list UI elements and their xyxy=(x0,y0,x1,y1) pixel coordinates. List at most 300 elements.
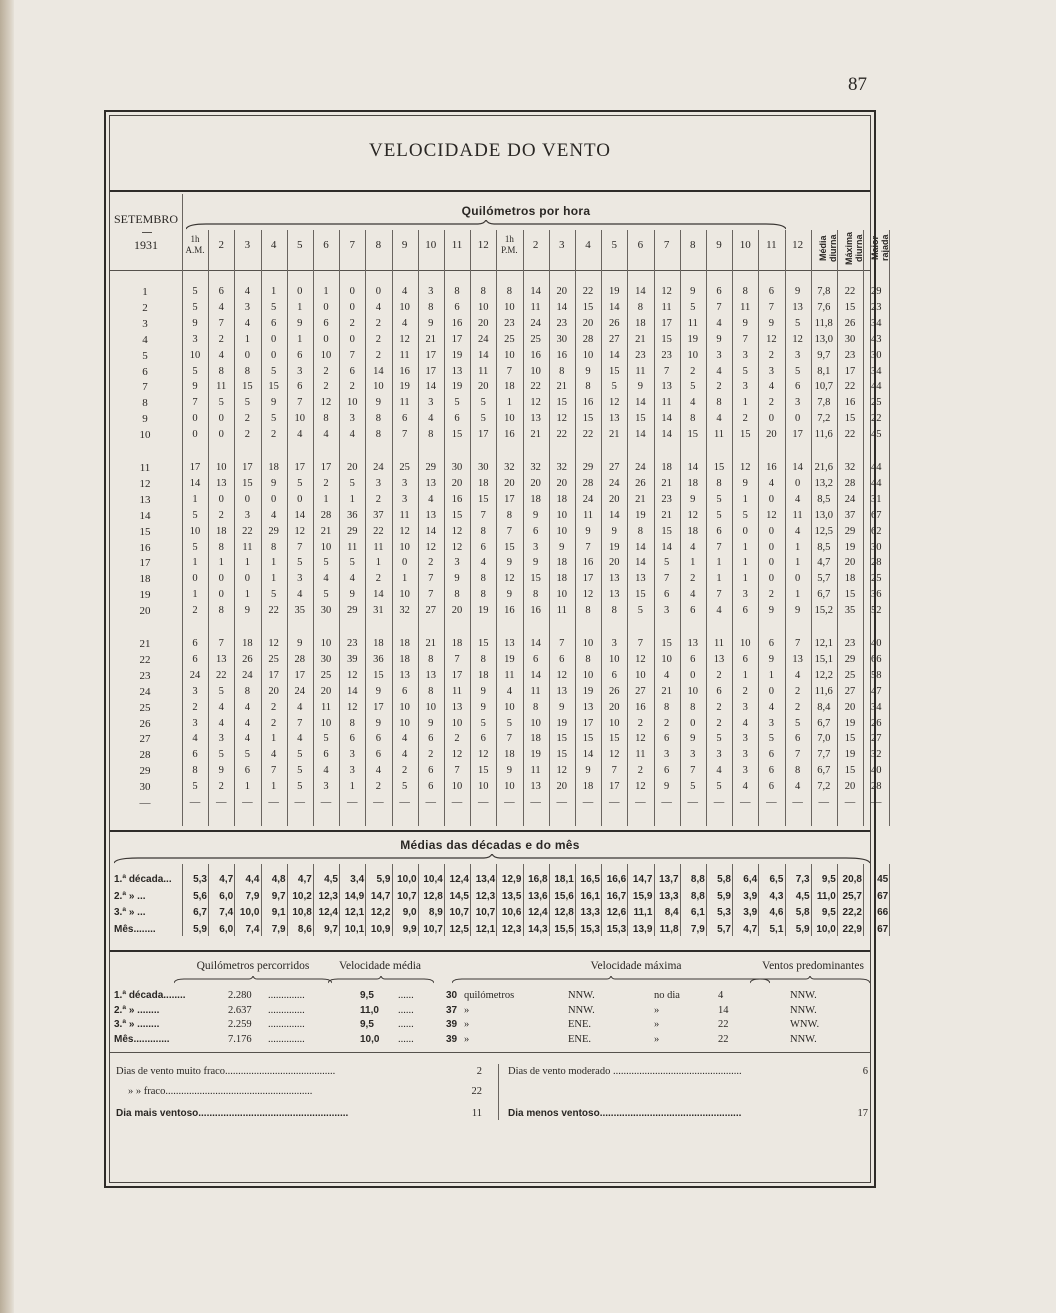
hour-value: 15 xyxy=(635,589,646,601)
decade-value: 7,4 xyxy=(219,907,234,918)
hour-value: 3 xyxy=(742,349,748,361)
hour-header-4: 5 xyxy=(297,239,303,251)
hour-header-22: 11 xyxy=(766,239,777,251)
hour-value: 2 xyxy=(244,429,251,441)
hour-value: 9 xyxy=(506,589,513,601)
hour-value: — xyxy=(399,797,410,808)
decade-value: 10,4 xyxy=(423,874,443,885)
hour-value: 4 xyxy=(349,429,355,441)
hour-value: 35 xyxy=(294,605,306,617)
hour-value: 2 xyxy=(716,669,722,681)
hour-value: 29 xyxy=(268,525,279,537)
hour-value: 27 xyxy=(635,685,646,697)
stat-value: 20 xyxy=(844,701,856,713)
hour-value: 4 xyxy=(794,525,801,537)
hour-value: 6 xyxy=(559,653,565,665)
hour-value: 0 xyxy=(218,573,224,585)
decade-value: 9,1 xyxy=(271,907,286,918)
decade-value: 12,5 xyxy=(449,923,469,935)
hour-value: 15 xyxy=(268,381,279,393)
hour-value: 4 xyxy=(716,413,722,425)
year-label: 1931 xyxy=(134,238,158,252)
hour-value: 7 xyxy=(297,717,303,729)
hour-value: 20 xyxy=(582,317,594,329)
hour-value: 12 xyxy=(320,397,332,409)
hour-value: 9 xyxy=(559,541,565,553)
hour-value: 15 xyxy=(661,525,672,537)
hour-value: 9 xyxy=(794,605,801,617)
hour-value: 6 xyxy=(218,286,224,297)
hour-value: 5 xyxy=(192,509,198,521)
hour-value: 5 xyxy=(192,781,198,793)
stat-value: 43 xyxy=(870,333,882,345)
day-number: — xyxy=(139,797,151,809)
stat-value: 15,1 xyxy=(814,653,833,665)
hour-value: 0 xyxy=(218,589,224,601)
hour-value: 8 xyxy=(218,541,224,553)
summary-dots2: ...... xyxy=(398,1004,414,1016)
stat-value: 13,2 xyxy=(814,477,833,489)
hour-value: 4 xyxy=(244,286,251,297)
hour-value: 3 xyxy=(742,701,748,713)
decade-value: 15,3 xyxy=(580,923,600,935)
hour-value: 20 xyxy=(556,477,568,489)
decade-value: 13,3 xyxy=(580,907,600,918)
summary-dir: ENE. xyxy=(568,1019,592,1030)
stat-value: 32 xyxy=(870,749,882,761)
decade-value: 66 xyxy=(877,907,889,918)
hour-value: 6 xyxy=(270,317,277,329)
hour-value: 3 xyxy=(192,717,198,729)
hour-value: 0 xyxy=(218,493,224,505)
hour-value: 0 xyxy=(270,333,277,345)
hour-value: 8 xyxy=(559,365,565,377)
decade-value: 10,8 xyxy=(292,907,312,918)
summary-pred: NNW. xyxy=(790,1004,817,1016)
hour-value: 2 xyxy=(375,333,382,345)
hour-value: 8 xyxy=(637,301,644,313)
summary-max: 39 xyxy=(446,1019,458,1030)
hour-value: 27 xyxy=(425,605,437,617)
hour-value: 7 xyxy=(349,349,355,361)
decade-value: 8,8 xyxy=(690,890,705,902)
hour-value: 2 xyxy=(794,701,801,713)
hour-value: 7 xyxy=(663,573,670,585)
hour-value: 14 xyxy=(556,301,568,313)
hour-header-15: 4 xyxy=(585,239,591,251)
decade-value: 13,9 xyxy=(632,923,653,935)
hour-value: 4 xyxy=(323,573,329,585)
hour-value: 13 xyxy=(530,413,541,425)
hour-value: 8 xyxy=(637,525,644,537)
decade-value: 25,7 xyxy=(842,890,862,902)
hour-value: 21 xyxy=(320,525,332,537)
summary-dots1: .............. xyxy=(268,1033,305,1045)
hour-value: 3 xyxy=(532,541,539,553)
hour-value: 18 xyxy=(687,525,699,537)
hour-value: — xyxy=(608,797,620,808)
decade-value: 6,7 xyxy=(193,907,207,918)
summary-label: 3.ª » ........ xyxy=(114,1019,160,1030)
stat-value: 21,6 xyxy=(814,462,833,473)
hour-value: 11 xyxy=(399,509,410,521)
grid-vline xyxy=(889,230,890,826)
hour-value: 1 xyxy=(375,557,382,569)
hour-header-19: 8 xyxy=(690,239,696,251)
hour-value: 14 xyxy=(635,557,646,569)
month-underline xyxy=(142,232,152,233)
hour-value: 10 xyxy=(504,781,515,793)
decade-value: 4,7 xyxy=(219,874,234,885)
hour-value: 10 xyxy=(189,525,201,537)
hour-value: 21 xyxy=(556,381,568,393)
hour-value: — xyxy=(320,797,332,808)
decade-value: 5,7 xyxy=(717,923,731,935)
stat-value: — xyxy=(870,797,882,808)
summary-no-dia: » xyxy=(654,1033,660,1045)
hour-value: 25 xyxy=(320,669,332,681)
summary-label: 1.ª década........ xyxy=(114,990,186,1001)
summary-label: 2.ª » ........ xyxy=(114,1004,160,1016)
hour-value: 5 xyxy=(297,557,303,569)
hour-value: 4 xyxy=(742,717,748,729)
hour-value: 20 xyxy=(451,477,463,489)
hour-value: 3 xyxy=(742,589,748,601)
hour-value: 15 xyxy=(556,749,568,761)
hour-value: 7 xyxy=(716,541,722,553)
hour-value: 0 xyxy=(349,333,355,345)
hour-value: 2 xyxy=(454,733,460,745)
hour-value: 21 xyxy=(635,493,646,505)
hour-value: 12 xyxy=(766,509,777,521)
hour-value: 5 xyxy=(192,541,198,553)
hour-value: 8 xyxy=(506,286,513,297)
hour-value: 7 xyxy=(690,765,696,777)
decade-value: 7,3 xyxy=(795,874,810,885)
summary-row xyxy=(106,1017,866,1032)
kmh-brace xyxy=(186,220,786,230)
hour-value: 10 xyxy=(687,685,699,697)
hour-value: 13 xyxy=(792,653,803,665)
stat-value: 15 xyxy=(844,301,856,313)
hour-value: 10 xyxy=(425,701,437,713)
footer-moderado-value: 6 xyxy=(860,1064,868,1079)
hour-value: 12 xyxy=(792,333,803,345)
hour-value: 6 xyxy=(192,749,198,761)
hour-value: 24 xyxy=(294,685,306,697)
day-number: 11 xyxy=(139,462,151,474)
hour-value: 11 xyxy=(451,685,463,697)
stat-value: 23 xyxy=(870,301,882,313)
day-number: 18 xyxy=(139,573,151,586)
hour-value: 21 xyxy=(635,333,646,345)
hour-value: 10 xyxy=(504,413,515,425)
hour-value: 14 xyxy=(661,413,672,425)
decade-value: 5,9 xyxy=(795,923,810,935)
decade-value: 9,0 xyxy=(402,907,417,918)
hour-value: 17 xyxy=(582,573,594,585)
stat-value: 11,8 xyxy=(814,317,833,329)
decade-value: 5,1 xyxy=(769,923,784,935)
hour-value: 1 xyxy=(742,397,748,409)
decades-top-rule xyxy=(110,830,870,832)
hour-value: 7 xyxy=(585,541,591,553)
hour-value: 15 xyxy=(582,733,594,745)
hour-value: 24 xyxy=(530,317,541,329)
hour-value: 1 xyxy=(323,286,329,297)
hour-value: 14 xyxy=(792,462,803,473)
hour-value: 14 xyxy=(608,349,620,361)
hour-value: 4 xyxy=(244,701,251,713)
hour-value: 15 xyxy=(661,333,672,345)
hour-value: 6 xyxy=(663,733,670,745)
hour-value: 18 xyxy=(477,477,489,489)
hour-value: 4 xyxy=(506,685,513,697)
hour-value: 15 xyxy=(713,462,725,473)
hour-value: 3 xyxy=(401,493,408,505)
hour-value: 9 xyxy=(768,653,775,665)
hour-value: 7 xyxy=(794,749,801,761)
hour-value: 24 xyxy=(582,493,594,505)
hour-value: 1 xyxy=(218,557,224,569)
hour-value: 23 xyxy=(556,317,568,329)
hour-value: 5 xyxy=(323,557,329,569)
hour-value: 9 xyxy=(480,701,486,713)
hour-value: 11 xyxy=(740,301,751,313)
hour-value: 2 xyxy=(742,413,748,425)
hour-value: 1 xyxy=(297,333,303,345)
hour-value: 10 xyxy=(320,638,332,649)
hour-value: 9 xyxy=(506,557,513,569)
hour-value: 3 xyxy=(611,638,617,649)
hour-value: 6 xyxy=(428,781,434,793)
stat-value: 22 xyxy=(844,429,856,441)
hour-value: 2 xyxy=(401,765,408,777)
hour-value: 3 xyxy=(297,573,303,585)
decade-value: 10,7 xyxy=(423,923,443,935)
summary-top-rule xyxy=(110,950,870,952)
decade-value: 13,7 xyxy=(659,874,679,885)
hour-value: 26 xyxy=(242,653,253,665)
hour-value: 28 xyxy=(294,653,306,665)
hour-value: 9 xyxy=(532,509,539,521)
hour-value: 15 xyxy=(477,493,489,505)
hour-value: 9 xyxy=(663,781,670,793)
hour-value: 2 xyxy=(349,317,355,329)
hour-value: 15 xyxy=(373,669,384,681)
hour-value: 11 xyxy=(504,669,515,681)
summary-label: Mês............. xyxy=(114,1033,170,1045)
summary-dir: NNW. xyxy=(568,990,595,1001)
hour-value: 3 xyxy=(663,749,670,761)
hour-value: 0 xyxy=(218,413,224,425)
hour-value: 1 xyxy=(794,557,801,569)
hour-value: 6 xyxy=(768,765,775,777)
month-label: SETEMBRO xyxy=(113,212,178,226)
hour-value: 16 xyxy=(582,557,594,569)
decade-label: 2.ª » ... xyxy=(114,890,146,902)
stat-header-1: Máxima diurna xyxy=(844,231,864,265)
hour-value: 10 xyxy=(556,509,568,521)
hour-value: 7 xyxy=(297,397,303,409)
hour-value: — xyxy=(582,797,594,808)
decade-value: 8,4 xyxy=(664,907,679,918)
hour-header-20: 9 xyxy=(716,239,722,251)
hour-value: 18 xyxy=(556,557,568,569)
hour-value: 23 xyxy=(635,349,646,361)
hour-value: 3 xyxy=(349,413,355,425)
hour-value: 4 xyxy=(218,301,224,313)
hour-value: 30 xyxy=(320,653,332,665)
hour-value: 8 xyxy=(428,685,434,697)
hour-value: 10 xyxy=(608,653,620,665)
decade-value: 4,5 xyxy=(324,874,338,885)
day-number: 30 xyxy=(139,781,151,794)
hour-value: 0 xyxy=(768,525,775,537)
hour-value: 4 xyxy=(297,701,303,713)
hour-value: 22 xyxy=(242,525,253,537)
hour-value: 14 xyxy=(635,397,646,409)
hour-value: 10 xyxy=(320,541,332,553)
day-number: 4 xyxy=(142,333,148,346)
footer-moderado-label: Dias de vento moderado ................................................. xyxy=(508,1066,742,1077)
decade-value: 12,4 xyxy=(528,907,548,918)
hour-value: 0 xyxy=(401,557,408,569)
hour-value: 9 xyxy=(375,717,382,729)
day-number: 26 xyxy=(139,717,151,730)
decade-value: 13,5 xyxy=(501,890,522,902)
hour-value: 5 xyxy=(794,717,801,729)
hour-value: 30 xyxy=(320,605,332,617)
hour-header-17: 6 xyxy=(637,239,644,251)
hour-value: 2 xyxy=(192,701,198,713)
stat-value: 31 xyxy=(870,493,882,505)
hour-value: 11 xyxy=(635,365,646,377)
hour-value: 0 xyxy=(768,557,775,569)
hour-value: 6 xyxy=(401,413,408,425)
hour-value: 12 xyxy=(608,397,620,409)
hour-value: 14 xyxy=(635,286,646,297)
hour-value: 4 xyxy=(270,509,277,521)
hour-value: 9 xyxy=(742,477,748,489)
hour-value: 12 xyxy=(556,765,568,777)
hour-value: 11 xyxy=(713,638,725,649)
hour-value: 11 xyxy=(661,397,672,409)
hour-header-13: 2 xyxy=(532,239,539,251)
stat-value: 7,8 xyxy=(817,286,831,297)
footer-muito-fraco-value: 2 xyxy=(474,1064,482,1079)
hour-value: 3 xyxy=(428,286,434,297)
hour-value: 30 xyxy=(451,462,463,473)
hour-value: 3 xyxy=(663,605,670,617)
hour-value: 4 xyxy=(480,557,486,569)
hour-value: 11 xyxy=(530,685,541,697)
hour-value: 8 xyxy=(192,765,198,777)
hour-value: 2 xyxy=(690,573,696,585)
hour-value: 11 xyxy=(661,301,672,313)
hour-value: 7 xyxy=(611,765,617,777)
hour-value: 10 xyxy=(582,349,594,361)
hour-value: 10 xyxy=(530,717,541,729)
hour-value: 23 xyxy=(661,493,672,505)
hour-value: 1 xyxy=(192,589,198,601)
decade-value: 14,9 xyxy=(344,890,365,902)
stat-value: 44 xyxy=(870,462,882,473)
stat-value: 30 xyxy=(870,541,882,553)
hour-value: 19 xyxy=(451,349,463,361)
hour-value: 8 xyxy=(480,573,486,585)
hour-value: 3 xyxy=(742,749,748,761)
decade-value: 7,9 xyxy=(245,890,260,902)
hour-value: 32 xyxy=(504,462,515,473)
hour-value: 10 xyxy=(399,701,410,713)
hour-value: 0 xyxy=(270,493,277,505)
hour-value: 21 xyxy=(661,685,672,697)
hour-value: 12 xyxy=(635,653,646,665)
hour-value: 3 xyxy=(244,301,251,313)
decade-label: 3.ª » ... xyxy=(114,907,146,918)
hour-value: 6 xyxy=(323,317,329,329)
decade-value: 16,1 xyxy=(580,890,600,902)
hour-value: 19 xyxy=(451,381,463,393)
hour-value: 2 xyxy=(270,701,277,713)
hour-value: 10 xyxy=(399,541,410,553)
hour-value: 17 xyxy=(608,781,620,793)
decades-header: Médias das décadas e do mês xyxy=(400,838,580,852)
hour-value: 2 xyxy=(794,685,801,697)
hour-value: 12 xyxy=(582,589,594,601)
hour-value: 1 xyxy=(323,493,329,505)
hour-value: 7 xyxy=(480,509,486,521)
hour-value: 6 xyxy=(716,685,722,697)
stat-value: 13,0 xyxy=(814,509,833,521)
hour-value: 16 xyxy=(451,317,463,329)
hour-value: 8 xyxy=(532,701,539,713)
stat-value: 62 xyxy=(870,525,882,537)
hour-value: 2 xyxy=(428,749,434,761)
hour-value: 11 xyxy=(556,605,567,617)
hour-value: 20 xyxy=(608,557,620,569)
hour-value: 11 xyxy=(347,541,358,553)
stat-value: 15,2 xyxy=(814,605,833,617)
footer-fraco-label: » » fraco........................................................ xyxy=(128,1086,313,1097)
hour-value: 9 xyxy=(690,733,696,745)
hour-value: 20 xyxy=(346,462,358,473)
stat-value: 10,7 xyxy=(814,381,833,393)
day-number: 16 xyxy=(139,541,151,554)
hour-value: 21 xyxy=(661,477,672,489)
hour-value: 6 xyxy=(192,653,198,665)
hour-value: 15 xyxy=(582,413,594,425)
hour-value: 11 xyxy=(373,541,384,553)
hour-value: 9 xyxy=(375,397,382,409)
hour-value: 5 xyxy=(349,477,355,489)
hour-value: 8 xyxy=(454,589,460,601)
hour-value: 9 xyxy=(768,605,775,617)
decade-value: 3,4 xyxy=(350,874,365,885)
decade-value: 5,6 xyxy=(193,890,207,902)
hour-value: 1 xyxy=(270,781,277,793)
decade-value: 3,9 xyxy=(743,907,758,918)
summary-row xyxy=(106,988,866,1003)
hour-value: 14 xyxy=(608,509,620,521)
stat-value: — xyxy=(844,797,856,808)
hour-value: 0 xyxy=(349,301,355,313)
day-number: 6 xyxy=(142,365,148,378)
hour-value: 11 xyxy=(399,349,410,361)
hour-value: 8 xyxy=(716,477,722,489)
hour-header-2: 3 xyxy=(244,239,251,251)
